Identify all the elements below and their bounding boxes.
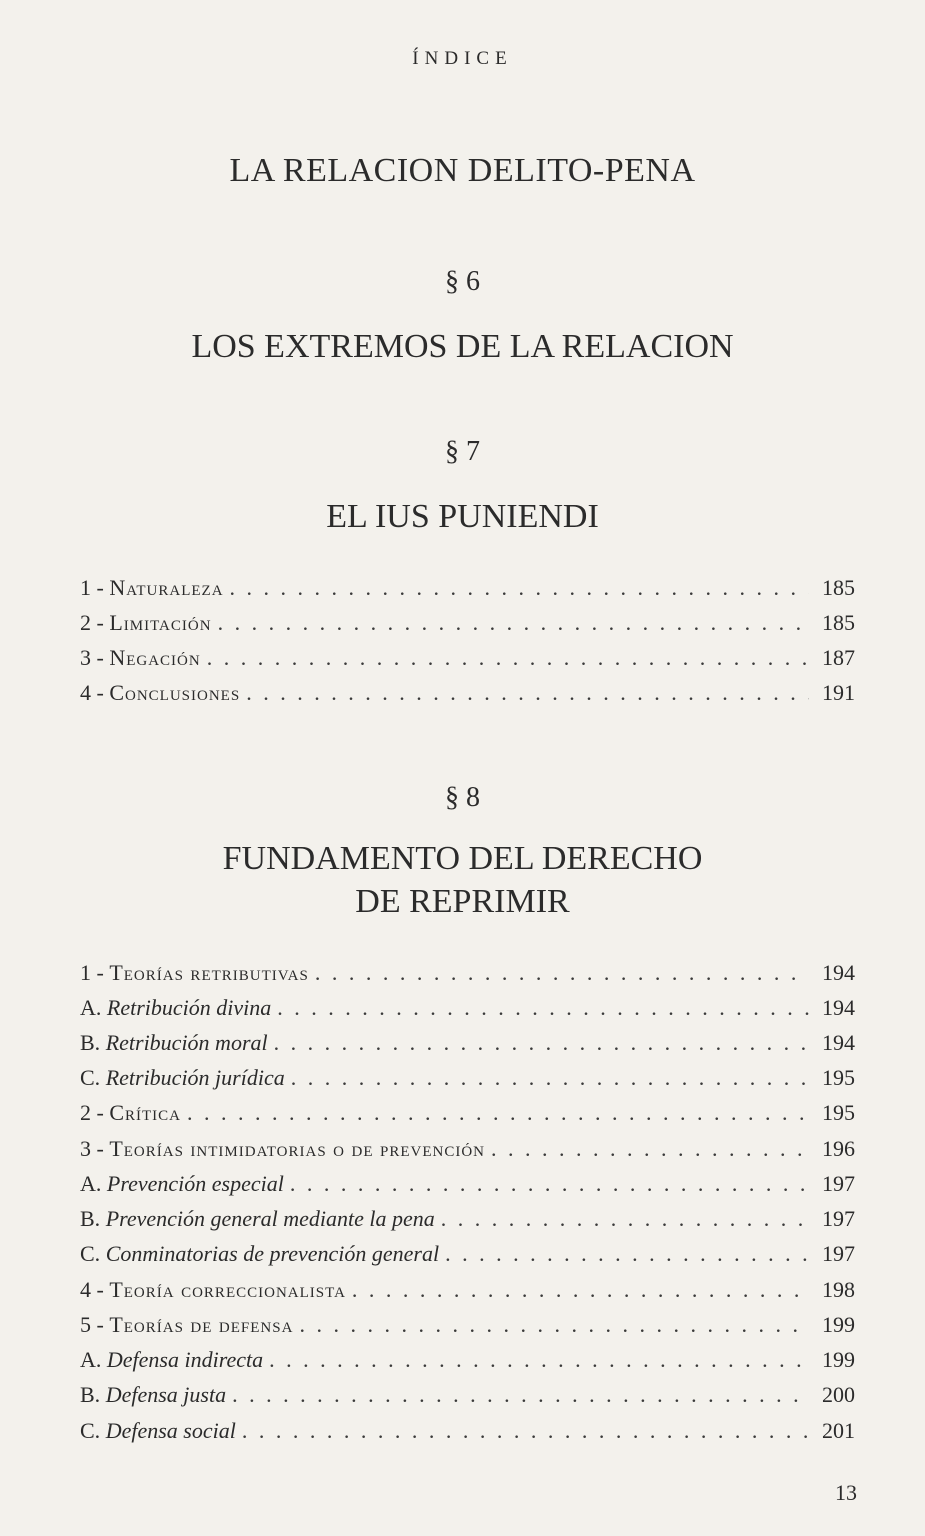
entry-prefix: 1 -	[80, 960, 110, 985]
entry-prefix: B.	[80, 1206, 106, 1231]
entry-label: Conclusiones	[109, 680, 241, 705]
toc-entry	[80, 1414, 855, 1448]
leader-dots	[242, 1414, 809, 1448]
section-title-8-line1: FUNDAMENTO DEL DERECHO	[222, 840, 703, 877]
leader-dots	[299, 1308, 809, 1342]
entry-prefix: 2 -	[80, 610, 110, 635]
toc-entry	[80, 676, 855, 710]
toc-entry	[80, 1237, 855, 1271]
leader-dots	[441, 1202, 809, 1236]
entry-prefix: A.	[80, 1347, 107, 1372]
entry-label: Conminatorias de prevención general	[105, 1241, 440, 1266]
entry-label: Teorías de defensa	[109, 1312, 294, 1337]
leader-dots	[246, 676, 809, 710]
entry-prefix: 5 -	[80, 1312, 110, 1337]
entry-page: 191	[822, 680, 855, 705]
entry-page: 185	[822, 575, 855, 600]
section-number-8: § 8	[445, 782, 480, 813]
toc-entry	[80, 1202, 855, 1236]
toc-entry	[80, 1343, 855, 1377]
leader-dots	[315, 956, 809, 990]
entry-prefix: C.	[80, 1065, 106, 1090]
entry-prefix: A.	[80, 995, 107, 1020]
part-title: LA RELACION DELITO-PENA	[229, 152, 696, 189]
section-title-8-line2: DE REPRIMIR	[355, 883, 570, 920]
entry-label: Teoría correccionalista	[109, 1277, 346, 1302]
page-number: 13	[835, 1480, 857, 1505]
toc-entry	[80, 991, 855, 1025]
entry-page: 195	[822, 1100, 855, 1125]
entry-label: Teorías intimidatorias o de prevención	[109, 1136, 485, 1161]
entry-label: Prevención especial	[106, 1171, 284, 1196]
entry-page: 197	[822, 1171, 855, 1196]
entry-prefix: 1 -	[80, 575, 110, 600]
entry-page: 195	[822, 1065, 855, 1090]
toc-entry	[80, 956, 855, 990]
entry-page: 198	[822, 1277, 855, 1302]
running-head: ÍNDICE	[412, 48, 513, 69]
entry-label: Retribución moral	[105, 1030, 268, 1055]
entry-prefix: C.	[80, 1241, 106, 1266]
entry-page: 197	[822, 1241, 855, 1266]
entry-label: Defensa justa	[105, 1382, 227, 1407]
leader-dots	[269, 1343, 809, 1377]
leader-dots	[232, 1378, 809, 1412]
entry-prefix: B.	[80, 1030, 106, 1055]
entry-prefix: A.	[80, 1171, 107, 1196]
entry-prefix: B.	[80, 1382, 106, 1407]
leader-dots	[277, 991, 809, 1025]
entry-label: Defensa social	[105, 1418, 236, 1443]
leader-dots	[290, 1167, 809, 1201]
entry-prefix: 4 -	[80, 1277, 110, 1302]
entry-page: 199	[822, 1347, 855, 1372]
entry-page: 200	[822, 1382, 855, 1407]
toc-entry	[80, 571, 855, 605]
toc-entry	[80, 1378, 855, 1412]
toc-entry	[80, 1132, 855, 1166]
entry-page: 201	[822, 1418, 855, 1443]
toc-entry	[80, 1308, 855, 1342]
entry-label: Retribución divina	[106, 995, 272, 1020]
entry-label: Teorías retributivas	[109, 960, 309, 985]
leader-dots	[230, 571, 809, 605]
entry-label: Retribución jurídica	[105, 1065, 285, 1090]
entry-page: 196	[822, 1136, 855, 1161]
entry-label: Defensa indirecta	[106, 1347, 264, 1372]
toc-entry	[80, 1061, 855, 1095]
entry-label: Naturaleza	[109, 575, 224, 600]
entry-page: 199	[822, 1312, 855, 1337]
entry-page: 197	[822, 1206, 855, 1231]
entry-page: 194	[822, 995, 855, 1020]
entry-page: 194	[822, 1030, 855, 1055]
leader-dots	[352, 1273, 809, 1307]
toc-entry	[80, 1096, 855, 1130]
leader-dots	[187, 1096, 809, 1130]
leader-dots	[491, 1132, 809, 1166]
entry-page: 187	[822, 645, 855, 670]
entry-label: Negación	[109, 645, 201, 670]
entry-prefix: 3 -	[80, 1136, 110, 1161]
entry-label: Crítica	[109, 1100, 181, 1125]
entry-prefix: 2 -	[80, 1100, 110, 1125]
leader-dots	[207, 641, 809, 675]
toc-entry	[80, 606, 855, 640]
entry-page: 194	[822, 960, 855, 985]
toc-entry	[80, 1026, 855, 1060]
entry-prefix: 4 -	[80, 680, 110, 705]
entry-label: Prevención general mediante la pena	[105, 1206, 435, 1231]
entry-prefix: 3 -	[80, 645, 110, 670]
section-number-7: § 7	[445, 436, 480, 467]
leader-dots	[218, 606, 809, 640]
section-title-6: LOS EXTREMOS DE LA RELACION	[191, 328, 734, 365]
toc-entry	[80, 1273, 855, 1307]
entry-label: Limitación	[109, 610, 212, 635]
leader-dots	[445, 1237, 809, 1271]
entry-prefix: C.	[80, 1418, 106, 1443]
toc-entry	[80, 1167, 855, 1201]
leader-dots	[274, 1026, 809, 1060]
section-title-7: EL IUS PUNIENDI	[326, 498, 599, 535]
entry-page: 185	[822, 610, 855, 635]
section-number-6: § 6	[445, 266, 480, 297]
toc-entry	[80, 641, 855, 675]
leader-dots	[291, 1061, 809, 1095]
